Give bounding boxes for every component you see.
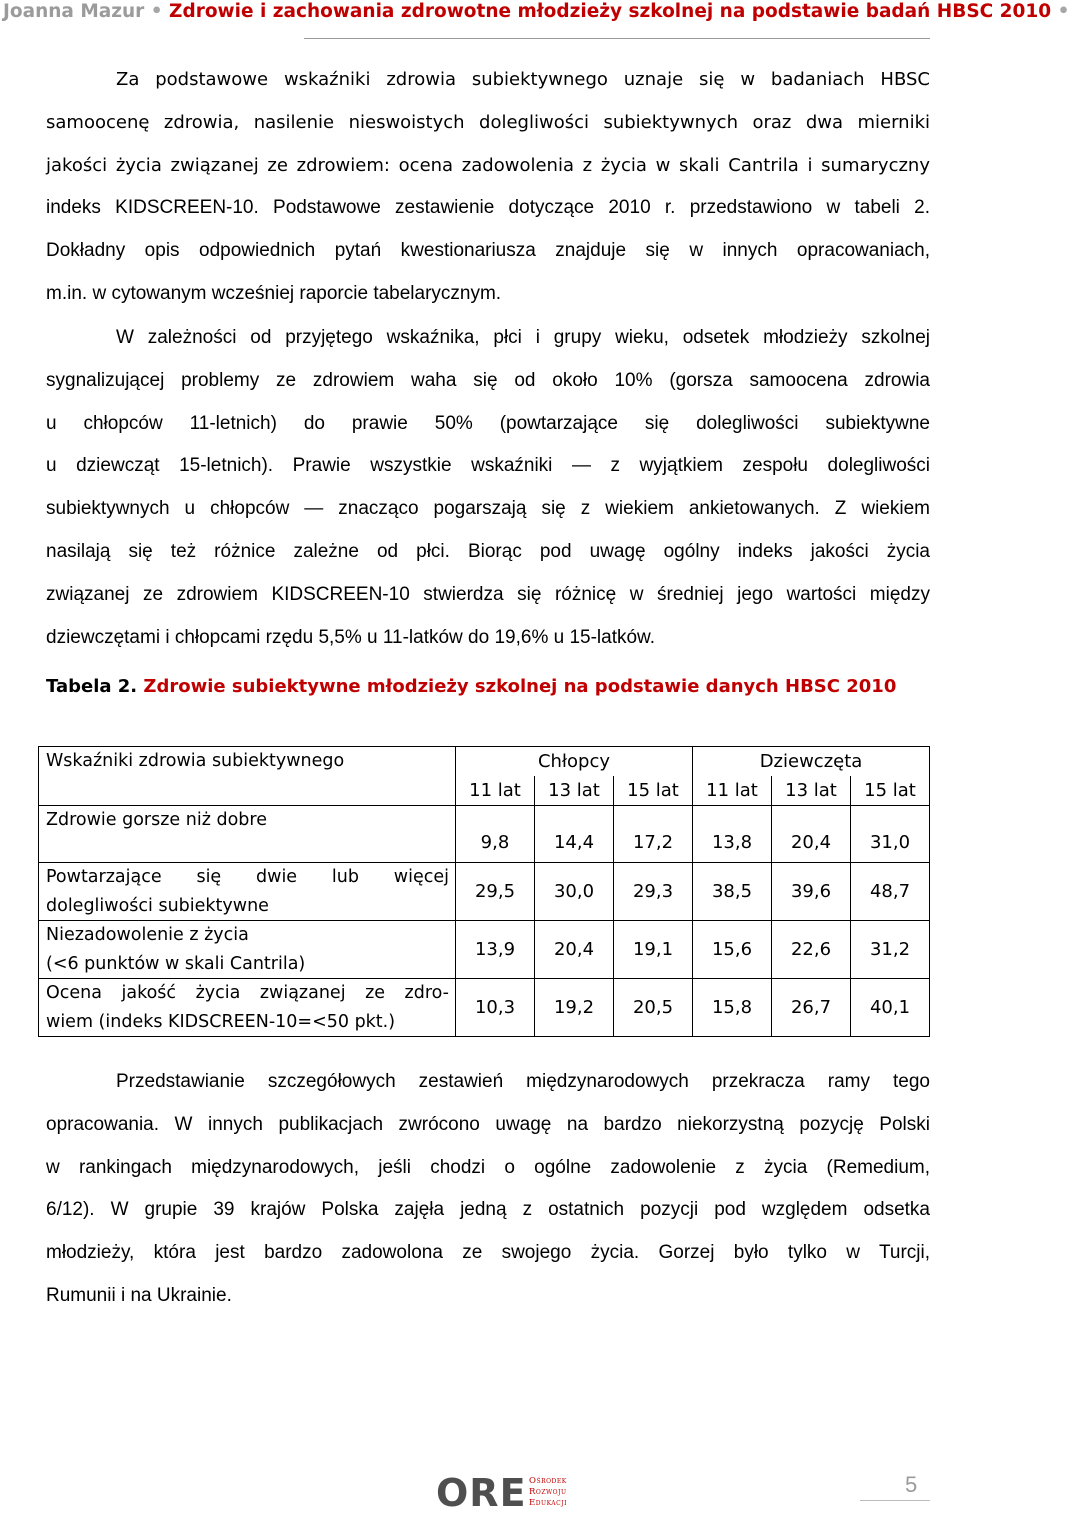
paragraph-line: opracowania. W innych publikacjach zwrócono uwagę na bardzo niekorzystną pozycję Polski [46,1113,930,1135]
table-corner-text: Wskaźniki zdrowia subiektywnego [46,751,345,771]
row-label [39,863,456,921]
paragraph-line: indeks KIDSCREEN-10. Podstawowe zestawienie dotyczące 2010 r. przedstawiono w tabeli 2. [46,197,930,219]
paragraph-line: w rankingach międzynarodowych, jeśli chodzi o ogólne zadowolenie z życia (Remedium, [46,1156,930,1178]
table-row [39,921,930,979]
header-rule [304,38,930,39]
footer-rule [860,1500,930,1501]
header-title: Zdrowie i zachowania zdrowotne młodzieży szkolnej na podstawie badań HBSC 2010 [169,1,1052,22]
logo-mark: ORE [436,1471,527,1515]
age-header: 11 lat [456,776,535,806]
value-cell: 31,0 [851,806,930,863]
paragraph-line: subiektywnych u chłopców — znacząco pogarszają się z wiekiem ankietowanych. Z wiekiem [46,498,930,520]
value-cell: 19,1 [614,921,693,979]
value-cell: 29,5 [456,863,535,921]
logo-wordmark [529,1476,567,1509]
age-header: 15 lat [614,776,693,806]
paragraph-line: Rumunii i na Ukrainie. [46,1284,232,1306]
value-cell: 15,6 [693,921,772,979]
table-corner-header [39,747,456,806]
age-header: 13 lat [772,776,851,806]
row-label-line: dolegliwości subiektywne [46,895,269,916]
header-trailing-dot: • [1057,1,1069,22]
value-cell: 17,2 [614,806,693,863]
paragraph-line: Dokładny opis odpowiednich pytań kwestionariusza znajduje się w innych opracowaniach, [46,240,930,262]
paragraph-line: samoocenę zdrowia, nasilenie nieswoistych dolegliwości subiektywnych oraz dwa mierniki [46,111,930,133]
paragraph-line: związanej ze zdrowiem KIDSCREEN-10 stwierdza się różnicę w średniej jego wartości między [46,583,930,605]
row-label [39,806,456,863]
paragraph-3 [46,1061,930,1318]
value-cell: 22,6 [772,921,851,979]
value-cell: 13,8 [693,806,772,863]
logo-line: Edukacji [529,1498,568,1508]
paragraph-line: Przedstawianie szczegółowych zestawień międzynarodowych przekracza ramy tego [116,1071,930,1092]
value-cell: 31,2 [851,921,930,979]
paragraph-line: sygnalizującej problemy ze zdrowiem waha się od około 10% (gorsza samoocena zdrowia [46,369,930,391]
value-cell: 48,7 [851,863,930,921]
running-header [0,0,1069,40]
row-label-line: (<6 punktów w skali Cantrila) [46,953,306,974]
value-cell: 39,6 [772,863,851,921]
table-caption-text: Zdrowie subiektywne młodzieży szkolnej na podstawie danych HBSC 2010 [137,676,897,697]
value-cell: 15,8 [693,979,772,1037]
paragraph-line: W zależności od przyjętego wskaźnika, płci i grupy wieku, odsetek młodzieży szkolnej [116,327,930,348]
table-caption-label: Tabela 2. [46,676,138,697]
value-cell: 20,5 [614,979,693,1037]
header-separator: • [150,1,163,22]
row-label [39,979,456,1037]
ore-logo [436,1471,616,1515]
row-label-line: wiem (indeks KIDSCREEN-10=<50 pkt.) [46,1011,396,1032]
value-cell: 10,3 [456,979,535,1037]
logo-line: Ośrodek [529,1476,567,1486]
page-number: 5 [905,1472,918,1497]
value-cell: 9,8 [456,806,535,863]
value-cell: 40,1 [851,979,930,1037]
table-header-row [39,747,930,777]
age-header: 11 lat [693,776,772,806]
row-label [39,921,456,979]
row-label-line: Zdrowie gorsze niż dobre [46,810,267,830]
row-label-line: Ocena jakość życia związanej ze zdro- [46,983,449,1003]
paragraph-line: nasilają się też różnice zależne od płci. Biorąc pod uwagę ogólny indeks jakości życia [46,540,930,562]
age-header: 15 lat [851,776,930,806]
paragraph-line: Za podstawowe wskaźniki zdrowia subiektywnego uznaje się w badaniach HBSC [116,69,930,90]
group-header-girls: Dziewczęta [693,747,930,777]
header-author: Joanna Mazur [3,1,145,22]
table-row [39,979,930,1037]
paragraph-line: dziewczętami i chłopcami rzędu 5,5% u 11-latków do 19,6% u 15-latków. [46,626,656,648]
value-cell: 19,2 [535,979,614,1037]
paragraph-line: 6/12). W grupie 39 krajów Polska zajęła jedną z ostatnich pozycji pod względem odsetka [46,1199,930,1221]
group-header-boys: Chłopcy [456,747,693,777]
age-header: 13 lat [535,776,614,806]
table-row [39,863,930,921]
value-cell: 20,4 [535,921,614,979]
value-cell: 26,7 [772,979,851,1037]
value-cell: 14,4 [535,806,614,863]
paragraph-line: u dziewcząt 15-letnich). Prawie wszystkie wskaźniki — z wyjątkiem zespołu dolegliwości [46,455,930,477]
value-cell: 30,0 [535,863,614,921]
paragraph-line: jakości życia związanej ze zdrowiem: ocena zadowolenia z życia w skali Cantrila i sumaryczny [46,154,930,176]
paragraph-2 [46,317,930,659]
paragraph-line: m.in. w cytowanym wcześniej raporcie tabelarycznym. [46,282,502,304]
row-label-line: Niezadowolenie z życia [46,925,249,945]
paragraph-line: u chłopców 11-letnich) do prawie 50% (powtarzające się dolegliwości subiektywne [46,412,930,434]
paragraph-1 [46,59,930,316]
health-indicators-table [38,746,930,1037]
value-cell: 13,9 [456,921,535,979]
row-label-line: Powtarzające się dwie lub więcej [46,867,449,887]
value-cell: 20,4 [772,806,851,863]
logo-line: Rozwoju [529,1487,567,1497]
paragraph-line: młodzieży, która jest bardzo zadowolona ze swojego życia. Gorzej było tylko w Turcji, [46,1242,930,1264]
value-cell: 29,3 [614,863,693,921]
table-caption [46,676,896,697]
value-cell: 38,5 [693,863,772,921]
table-row [39,806,930,863]
